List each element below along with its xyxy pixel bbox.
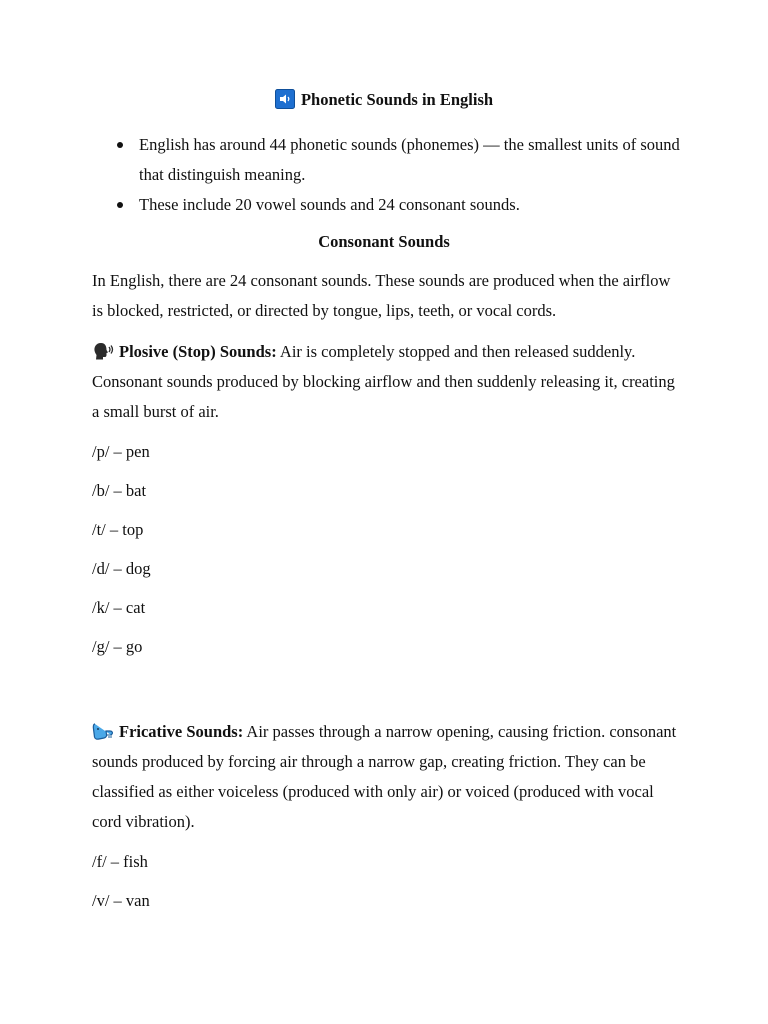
fricative-paragraph [92, 717, 682, 837]
example-item: /v/ – van [92, 891, 150, 910]
intro-bullet-list [92, 130, 682, 220]
speaking-head-icon [92, 341, 114, 361]
bullet-icon [117, 142, 123, 148]
example-item: /t/ – top [92, 520, 144, 539]
plosive-text: Air is completely stopped and then released suddenly. Consonant sounds produced by blocking airflow and then suddenly releasing it, creating a small burst of air. [92, 342, 675, 421]
bullet-icon [117, 202, 123, 208]
section-heading: Consonant Sounds [318, 232, 450, 251]
example-item: /g/ – go [92, 637, 143, 656]
page-title [0, 88, 768, 112]
plosive-label: Plosive (Stop) Sounds: [119, 342, 277, 361]
fricative-label: Fricative Sounds: [119, 722, 244, 741]
example-item: /f/ – fish [92, 852, 148, 871]
list-item [92, 190, 682, 220]
wind-face-icon [92, 721, 114, 741]
bullet-text: These include 20 vowel sounds and 24 consonant sounds. [139, 195, 520, 214]
fricative-text: Air passes through a narrow opening, causing friction. consonant sounds produced by forcing air through a narrow gap, creating friction. They can be classified as either voiceless (produced with only air) or voiced (produced with vocal cord vibration). [92, 722, 677, 831]
example-item: /p/ – pen [92, 442, 150, 461]
consonant-intro-paragraph: In English, there are 24 consonant sounds. These sounds are produced when the airflow is blocked, restricted, or directed by tongue, lips, teeth, or vocal cords. [92, 271, 671, 320]
list-item [92, 130, 682, 190]
example-item: /d/ – dog [92, 559, 151, 578]
example-item: /b/ – bat [92, 481, 147, 500]
title-text: Phonetic Sounds in English [300, 90, 494, 109]
plosive-paragraph [92, 337, 682, 427]
bullet-text: English has around 44 phonetic sounds (phonemes) — the smallest units of sound that distinguish meaning. [139, 135, 680, 184]
example-item: /k/ – cat [92, 598, 146, 617]
speaker-icon [275, 89, 295, 109]
